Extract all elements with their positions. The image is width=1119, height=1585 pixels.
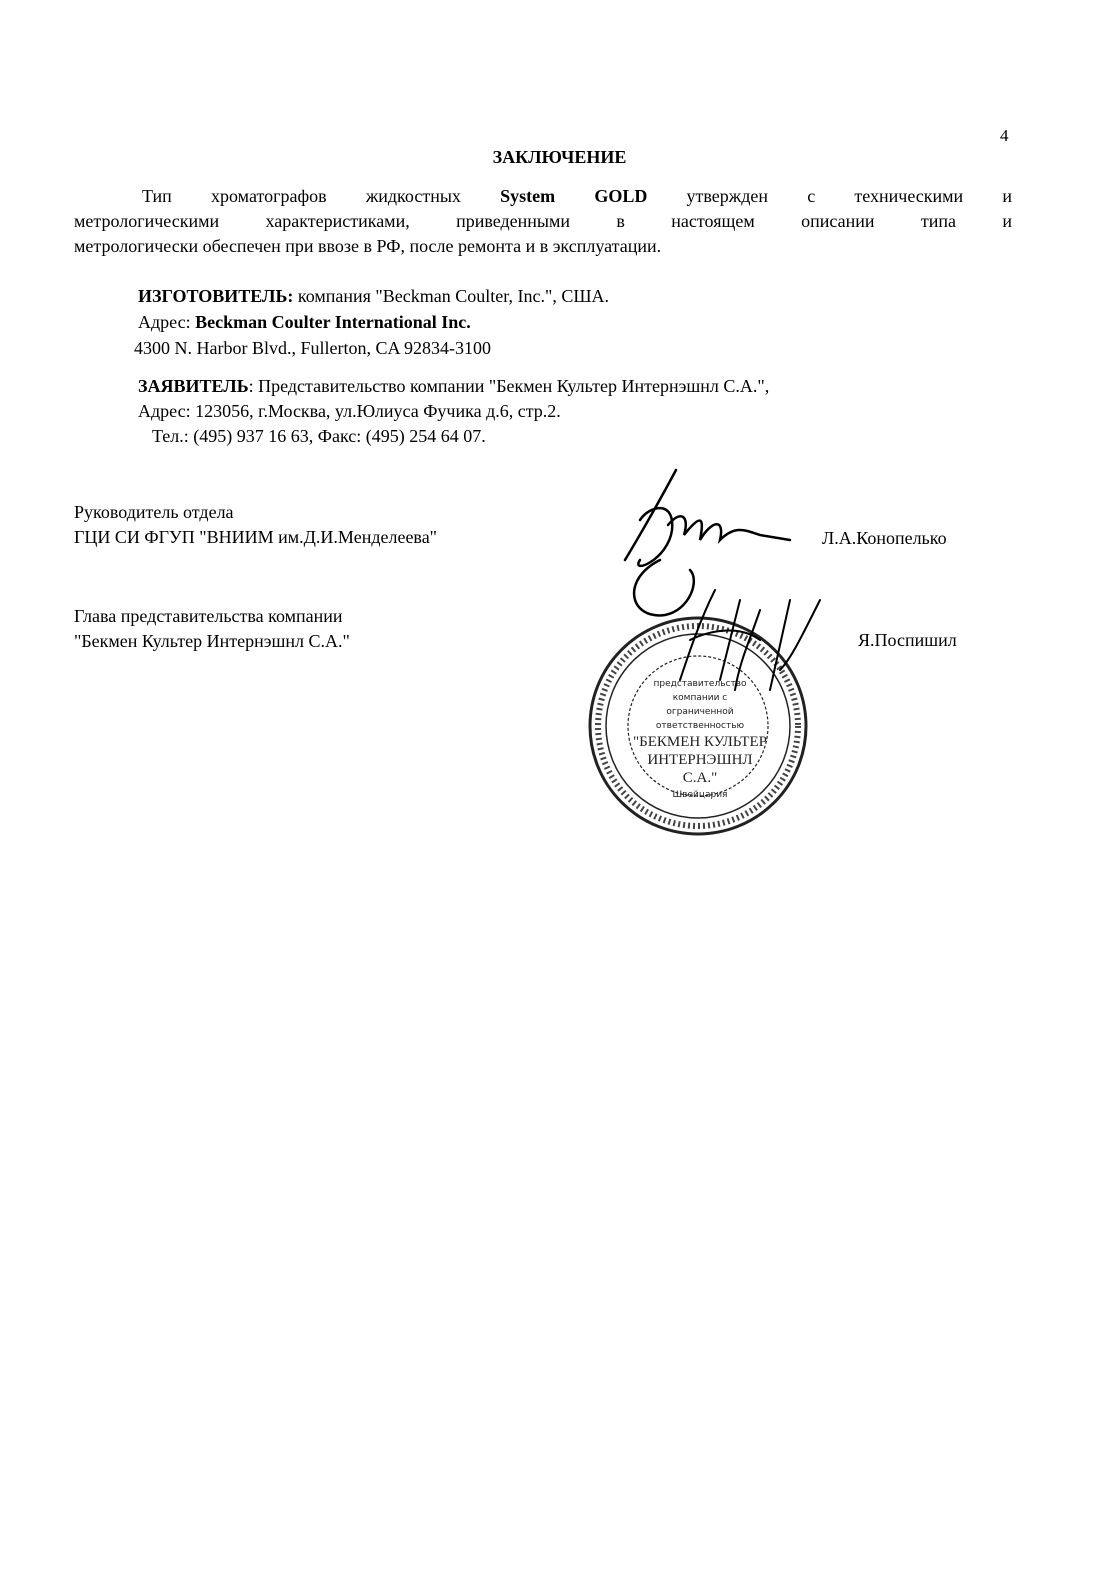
signature-konopelko xyxy=(625,470,790,615)
applicant-value: : Представительство компании "Бекмен Культер Интернэшнл С.А.", xyxy=(248,376,770,396)
svg-text:ИНТЕРНЭШНЛ: ИНТЕРНЭШНЛ xyxy=(647,752,753,768)
manufacturer-street: 4300 N. Harbor Blvd., Fullerton, CA 92834-3100 xyxy=(134,338,491,358)
signatory-title-line: Руководитель отдела xyxy=(74,502,234,522)
signatory-title-line: ГЦИ СИ ФГУП "ВНИИМ им.Д.И.Менделеева" xyxy=(74,527,438,547)
applicant-address: Адрес: 123056, г.Москва, ул.Юлиуса Фучика д.6, стр.2. xyxy=(138,401,561,421)
signature-pospishil xyxy=(680,590,820,690)
svg-text:С.А.": С.А." xyxy=(682,770,718,786)
conclusion-text: Тип хроматографов жидкостных xyxy=(142,186,461,206)
conclusion-paragraph xyxy=(74,184,1012,259)
manufacturer-address xyxy=(138,312,471,333)
signatory-title-line: "Бекмен Культер Интернэшнл С.А." xyxy=(74,631,350,651)
product-name: System GOLD xyxy=(500,186,648,206)
document-title: ЗАКЛЮЧЕНИЕ xyxy=(492,147,627,167)
address-label: Адрес: xyxy=(138,312,191,332)
signatory-2-title xyxy=(74,604,350,654)
applicant-phone: Тел.: (495) 937 16 63, Факс: (495) 254 64 07. xyxy=(152,426,486,446)
signatory-1-name: Л.А.Конопелько xyxy=(822,528,947,548)
svg-text:ответственностью: ответственностью xyxy=(655,721,745,731)
official-stamp xyxy=(590,618,806,834)
svg-text:компании с: компании с xyxy=(672,693,728,703)
address-company: Beckman Coulter International Inc. xyxy=(195,312,471,332)
conclusion-text: метрологически обеспечен при ввозе в РФ, после ремонта и в эксплуатации. xyxy=(74,236,662,256)
conclusion-text: утвержден с техническими и xyxy=(686,186,1012,206)
signatory-title-line: Глава представительства компании xyxy=(74,606,343,626)
manufacturer-value: компания "Beckman Coulter, Inc.", США. xyxy=(297,286,610,306)
applicant-label: ЗАЯВИТЕЛЬ xyxy=(138,376,249,396)
stamp-inner-text xyxy=(633,679,767,800)
svg-text:представительство: представительство xyxy=(653,679,747,689)
signatory-2-name: Я.Поспишил xyxy=(858,630,957,650)
svg-text:ограниченной: ограниченной xyxy=(666,707,734,717)
applicant-line xyxy=(138,376,769,397)
signatory-1-title xyxy=(74,500,437,550)
manufacturer-line xyxy=(138,286,609,307)
svg-text:"БЕКМЕН КУЛЬТЕР: "БЕКМЕН КУЛЬТЕР xyxy=(633,734,767,750)
svg-text:Швейцария: Швейцария xyxy=(672,790,728,800)
conclusion-text: метрологическими характеристиками, приведенными в настоящем описании типа и xyxy=(74,211,1012,231)
page-number: 4 xyxy=(1000,126,1009,145)
manufacturer-label: ИЗГОТОВИТЕЛЬ: xyxy=(138,286,294,306)
